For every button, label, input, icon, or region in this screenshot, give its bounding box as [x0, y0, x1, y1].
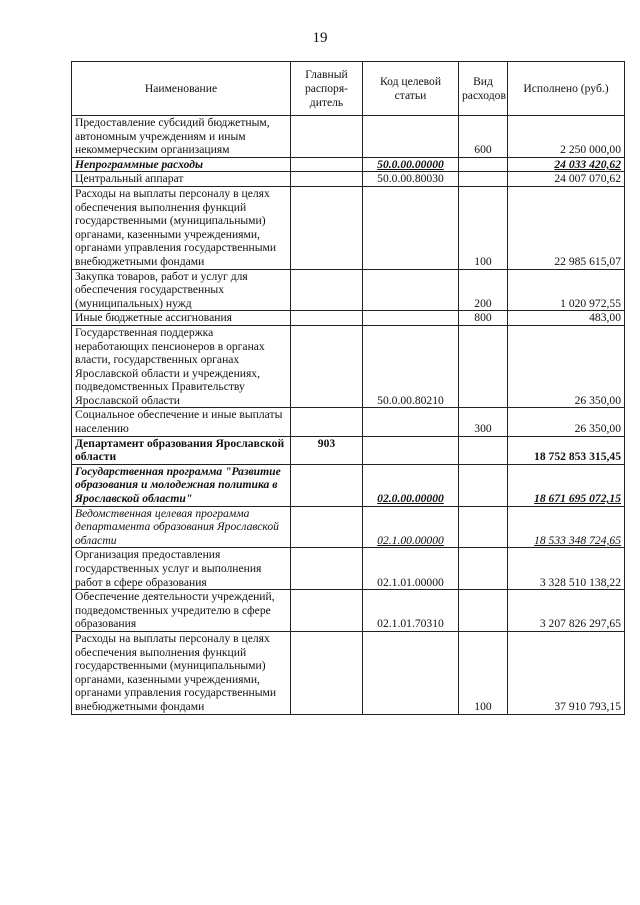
row-name: Социальное обеспечение и иные выплаты населению: [72, 408, 291, 436]
row-executed-amount: 26 350,00: [508, 408, 625, 436]
table-row: [72, 631, 625, 714]
row-name: Ведомственная целевая программа департамента образования Ярославской области: [72, 506, 291, 548]
row-main-manager: [291, 172, 363, 187]
table-row: [72, 116, 625, 158]
row-target-code: 50.0.00.00000: [363, 157, 459, 172]
row-expense-type: 200: [459, 269, 508, 311]
table-row: [72, 269, 625, 311]
row-target-code: [363, 186, 459, 269]
row-name: Непрограммные расходы: [72, 157, 291, 172]
row-name: Предоставление субсидий бюджетным, автономным учреждениям и иным некоммерческим организациям: [72, 116, 291, 158]
table-row: [72, 464, 625, 506]
row-executed-amount: 18 752 853 315,45: [508, 436, 625, 464]
table-row: [72, 325, 625, 408]
row-executed-amount: 2 250 000,00: [508, 116, 625, 158]
table-row: [72, 172, 625, 187]
row-main-manager: [291, 631, 363, 714]
row-executed-amount: 24 033 420,62: [508, 157, 625, 172]
row-expense-type: [459, 436, 508, 464]
table-header-row: [72, 62, 625, 116]
row-expense-type: [459, 325, 508, 408]
row-target-code: 50.0.00.80210: [363, 325, 459, 408]
row-expense-type: 600: [459, 116, 508, 158]
header-target-code: Код целевой статьи: [363, 62, 459, 116]
row-expense-type: [459, 157, 508, 172]
row-target-code: [363, 311, 459, 326]
page-number: 19: [312, 30, 328, 46]
row-expense-type: 100: [459, 186, 508, 269]
table-row: [72, 590, 625, 632]
row-expense-type: [459, 506, 508, 548]
row-target-code: [363, 436, 459, 464]
row-name: Расходы на выплаты персоналу в целях обеспечения выполнения функций государственными (муниципальными) органами, казенными учреждениями, органами управления государственными внебюджетными фондами: [72, 631, 291, 714]
row-name: Государственная поддержка неработающих пенсионеров в органах власти, государственных органах Ярославской области и учреждениях, подведомственных Правительству Ярославской области: [72, 325, 291, 408]
row-executed-amount: 483,00: [508, 311, 625, 326]
row-target-code: [363, 269, 459, 311]
header-name: Наименование: [72, 62, 291, 116]
row-main-manager: [291, 116, 363, 158]
row-main-manager: [291, 408, 363, 436]
header-expense-type: Вид расходов: [459, 62, 508, 116]
row-name: Государственная программа "Развитие образования и молодежная политика в Ярославской области": [72, 464, 291, 506]
row-executed-amount: 3 328 510 138,22: [508, 548, 625, 590]
row-name: Иные бюджетные ассигнования: [72, 311, 291, 326]
row-main-manager: 903: [291, 436, 363, 464]
row-main-manager: [291, 590, 363, 632]
row-main-manager: [291, 157, 363, 172]
row-expense-type: [459, 548, 508, 590]
row-name: Закупка товаров, работ и услуг для обеспечения государственных (муниципальных) нужд: [72, 269, 291, 311]
row-target-code: 02.1.01.70310: [363, 590, 459, 632]
table-row: [72, 548, 625, 590]
header-executed: Исполнено (руб.): [508, 62, 625, 116]
row-executed-amount: 24 007 070,62: [508, 172, 625, 187]
row-expense-type: 100: [459, 631, 508, 714]
row-executed-amount: 37 910 793,15: [508, 631, 625, 714]
row-main-manager: [291, 506, 363, 548]
row-name: Департамент образования Ярославской области: [72, 436, 291, 464]
row-main-manager: [291, 186, 363, 269]
row-main-manager: [291, 464, 363, 506]
row-executed-amount: 26 350,00: [508, 325, 625, 408]
row-target-code: [363, 631, 459, 714]
row-name: Обеспечение деятельности учреждений, подведомственных учредителю в сфере образования: [72, 590, 291, 632]
header-main-manager: Главный распоря-дитель: [291, 62, 363, 116]
table-row: [72, 436, 625, 464]
row-main-manager: [291, 548, 363, 590]
row-expense-type: 800: [459, 311, 508, 326]
row-target-code: [363, 116, 459, 158]
row-name: Расходы на выплаты персоналу в целях обеспечения выполнения функций государственными (муниципальными) органами, казенными учреждениями, органами управления государственными внебюджетными фондами: [72, 186, 291, 269]
row-expense-type: 300: [459, 408, 508, 436]
row-expense-type: [459, 172, 508, 187]
row-name: Центральный аппарат: [72, 172, 291, 187]
row-target-code: 50.0.00.80030: [363, 172, 459, 187]
row-main-manager: [291, 325, 363, 408]
row-main-manager: [291, 311, 363, 326]
row-expense-type: [459, 590, 508, 632]
row-executed-amount: 22 985 615,07: [508, 186, 625, 269]
row-executed-amount: 1 020 972,55: [508, 269, 625, 311]
row-target-code: [363, 408, 459, 436]
table-row: [72, 311, 625, 326]
row-target-code: 02.1.00.00000: [363, 506, 459, 548]
table-row: [72, 186, 625, 269]
row-executed-amount: 3 207 826 297,65: [508, 590, 625, 632]
row-expense-type: [459, 464, 508, 506]
row-main-manager: [291, 269, 363, 311]
table-row: [72, 506, 625, 548]
table-row: [72, 408, 625, 436]
table-row: [72, 157, 625, 172]
row-name: Организация предоставления государственных услуг и выполнения работ в сфере образования: [72, 548, 291, 590]
row-executed-amount: 18 533 348 724,65: [508, 506, 625, 548]
budget-table: [71, 61, 625, 715]
row-executed-amount: 18 671 695 072,15: [508, 464, 625, 506]
row-target-code: 02.0.00.00000: [363, 464, 459, 506]
row-target-code: 02.1.01.00000: [363, 548, 459, 590]
